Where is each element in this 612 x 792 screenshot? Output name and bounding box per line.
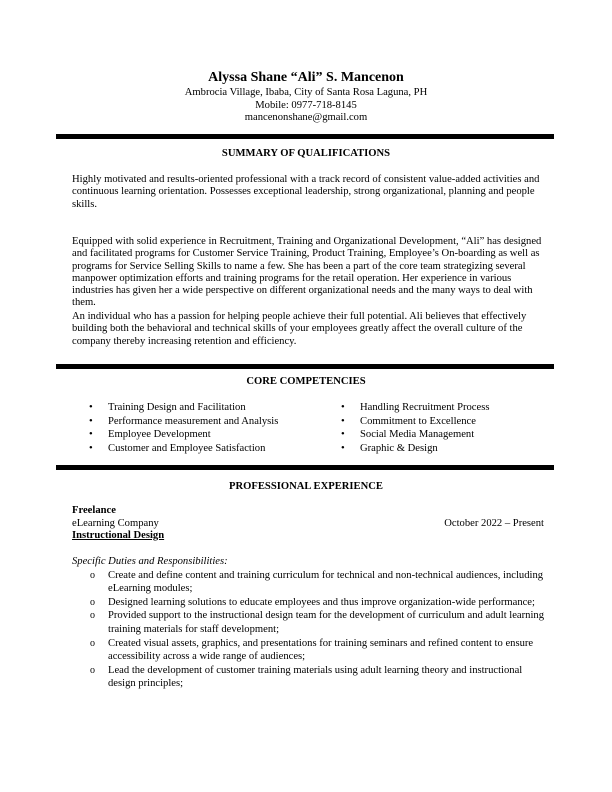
competency-item: • Graphic & Design — [324, 442, 544, 456]
company: eLearning Company — [72, 517, 159, 529]
duties-list — [72, 555, 544, 691]
competencies-heading: CORE COMPETENCIES — [246, 376, 366, 387]
summary-paragraph: An individual who has a passion for helping people achieve their full potential. Ali believes that effectively building both the behavioral and technical skills of your employees greatly affect the overall culture of the company thereby increasing retention and efficiency. — [72, 311, 527, 347]
job-header — [72, 505, 544, 543]
summary-paragraph: Highly motivated and results-oriented professional with a track record of consistent value-added activities and continuous learning orientation. Possesses exceptional leadership, strong organizational, planning and people skills. — [72, 174, 540, 210]
duty-item: o Provided support to the instructional design team for the development of curriculum and adult learning training materials for staff development; — [72, 609, 544, 636]
competency-item: • Training Design and Facilitation — [72, 401, 312, 415]
competencies-left — [72, 401, 312, 455]
competency-item: • Employee Development — [72, 428, 312, 442]
competency-item: • Handling Recruitment Process — [324, 401, 544, 415]
duty-item: o Created visual assets, graphics, and presentations for training seminars and refined content to ensure accessibility across a wide range of audiences; — [72, 637, 544, 664]
summary-heading: SUMMARY OF QUALIFICATIONS — [221, 148, 391, 159]
candidate-name: Alyssa Shane “Ali” S. Mancenon — [208, 70, 404, 85]
summary-paragraph: Equipped with solid experience in Recruitment, Training and Organizational Development, “Ali” has designed and facilitated programs for Customer Service Training, Product Training, Employee’s On-boarding as well as programs for Service Selling Skills to name a few. She has been a part of the core team strategizing several manpower optimization efforts and training programs for the retail operation. Her experience in various industries has given her a wide perspective on different organizational needs and the many ways to deal with them. — [72, 236, 542, 309]
contact-block — [0, 87, 612, 125]
address: Ambrocia Village, Ibaba, City of Santa Rosa Laguna, PH — [184, 87, 428, 98]
divider — [56, 364, 554, 369]
divider — [56, 134, 554, 139]
job-role: Instructional Design — [72, 530, 165, 541]
competencies-right — [324, 401, 544, 455]
duties-label: Specific Duties and Responsibilities: — [72, 556, 228, 567]
job-dates: October 2022 – Present — [444, 517, 544, 529]
competency-item: • Commitment to Excellence — [324, 415, 544, 429]
competency-item: • Social Media Management — [324, 428, 544, 442]
mobile: Mobile: 0977-718-8145 — [255, 99, 357, 111]
duty-item: o Lead the development of customer training materials using adult learning theory and instructional design principles; — [72, 664, 544, 691]
email-link[interactable]: mancenonshane@gmail.com — [244, 112, 368, 123]
job-type: Freelance — [72, 505, 116, 516]
competency-item: • Customer and Employee Satisfaction — [72, 442, 312, 456]
duty-item: o Create and define content and training curriculum for technical and non-technical audiences, including eLearning modules; — [72, 569, 544, 596]
competency-item: • Performance measurement and Analysis — [72, 415, 312, 429]
duty-item: o Designed learning solutions to educate employees and thus improve organization-wide performance; — [72, 596, 544, 610]
experience-heading: PROFESSIONAL EXPERIENCE — [229, 481, 383, 492]
divider — [56, 465, 554, 470]
